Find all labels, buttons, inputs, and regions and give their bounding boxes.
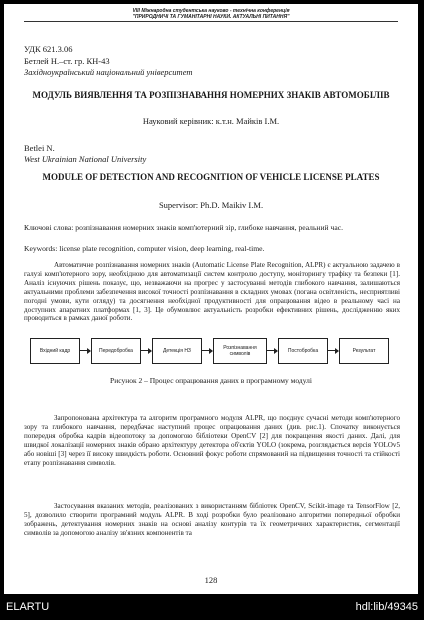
footer-handle[interactable]: hdl:lib/49345 xyxy=(355,601,418,613)
diagram-arrow xyxy=(267,350,277,351)
keywords-en: Keywords: license plate recognition, computer vision, deep learning, real-time. xyxy=(24,244,265,253)
diagram-box-preprocess: Передобробка xyxy=(91,338,141,364)
udc-code: УДК 621.3.06 xyxy=(24,44,73,54)
diagram-box-detection: Детекція НЗ xyxy=(152,338,202,364)
paragraph-architecture: Запропонована архітектура та алгоритм програмного модуля ALPR, що поєднує сучасні методи комп'ютерного зору та глибокого навчання, передбачає наступний процес опрацювання даних (див. рис.1). Спочатку виконується попередня обробка кадрів відеопотоку за допомогою бібліотеки OpenCV [2] для покращення якості даних. Далі, для швидкої локалізації номерних знаків обрано архітектуру детектора об'єктів YOLO (зокрема, розглядається версія YOLOv5 або новіші [3] через її високу швидкість роботи. Основний фокус роботи спрямований на підвищення точності та стійкості етапу розпізнавання символів. xyxy=(24,414,400,467)
header-divider xyxy=(24,21,398,22)
author-en: Betlei N. xyxy=(24,143,55,153)
footer-repository-label: ELARTU xyxy=(6,601,50,613)
title-en: MODULE OF DETECTION AND RECOGNITION OF VEHICLE LICENSE PLATES xyxy=(42,172,380,182)
page-number: 128 xyxy=(204,575,218,585)
diagram-arrow xyxy=(141,350,151,351)
university-ua: Західноукраїнський національний університет xyxy=(24,67,193,77)
diagram-arrow xyxy=(328,350,338,351)
paragraph-intro: Автоматичне розпізнавання номерних знаків (Automatic License Plate Recognition, ALPR) є актуальною задачею в галузі комп'ютерного зору, необхідною для автоматизації систем контролю доступу, моніторингу трафіку та безпеки [1]. Аналіз існуючих рішень показує, що, незважаючи на прогрес у застосуванні методів глибокого навчання, залишаються актуальними проблеми забезпечення високої точності розпізнавання в складних умовах (погана освітленість, несприятливі погодні умови, кути огляду) та досягнення необхідної продуктивності для опрацювання відео в реальному часі на доступних апаратних платформах [1, 3]. Це обумовлює актуальність розробки ефективних рішень, дослідженню яких проводиться в рамках даної роботи. xyxy=(24,261,400,323)
supervisor-en: Supervisor: Ph.D. Maikiv I.M. xyxy=(158,200,264,210)
title-ua: МОДУЛЬ ВИЯВЛЕННЯ ТА РОЗПІЗНАВАННЯ НОМЕРНИХ ЗНАКІВ АВТОМОБІЛІВ xyxy=(32,90,390,100)
diagram-arrow xyxy=(202,350,212,351)
document-page xyxy=(4,4,418,594)
diagram-box-postprocess: Постобробка xyxy=(278,338,328,364)
diagram-box-result: Результат xyxy=(339,338,389,364)
diagram-box-recognition: Розпізнавання символів xyxy=(213,338,267,364)
keywords-ua: Ключові слова: розпізнавання номерних знаків комп'ютерний зір, глибоке навчання, реальний час. xyxy=(24,223,343,232)
conference-header xyxy=(4,8,418,20)
diagram-box-input: Вхідний кадр xyxy=(30,338,80,364)
author-ua: Бетлей Н.–ст. гр. КН-43 xyxy=(24,56,110,66)
figure-caption: Рисунок 2 – Процес опрацювання даних в програмному модулі xyxy=(110,376,312,385)
conference-line-2: "ПРИРОДНИЧІ ТА ГУМАНІТАРНІ НАУКИ. АКТУАЛЬНІ ПИТАННЯ" xyxy=(132,14,290,20)
process-diagram xyxy=(30,334,394,368)
paragraph-implementation: Застосування вказаних методів, реалізованих з використанням бібліотек OpenCV, Scikit-image та TensorFlow [2, 5], дозволило створити програмний модуль ALPR. В ході розробки було реалізовано алгоритми попередньої обробки зображень, детектування номерних знаків на основі аналізу контурів та їх геометричних характеристик, сегментації символів за допомогою аналізу зв'язних компонентів та xyxy=(24,502,400,537)
university-en: West Ukrainian National University xyxy=(24,154,147,164)
conference-line-1: VIII Міжнародна студентська науково - технічна конференція xyxy=(132,8,290,14)
supervisor-ua: Науковий керівник: к.т.н. Майків І.М. xyxy=(142,116,280,126)
diagram-arrow xyxy=(80,350,90,351)
